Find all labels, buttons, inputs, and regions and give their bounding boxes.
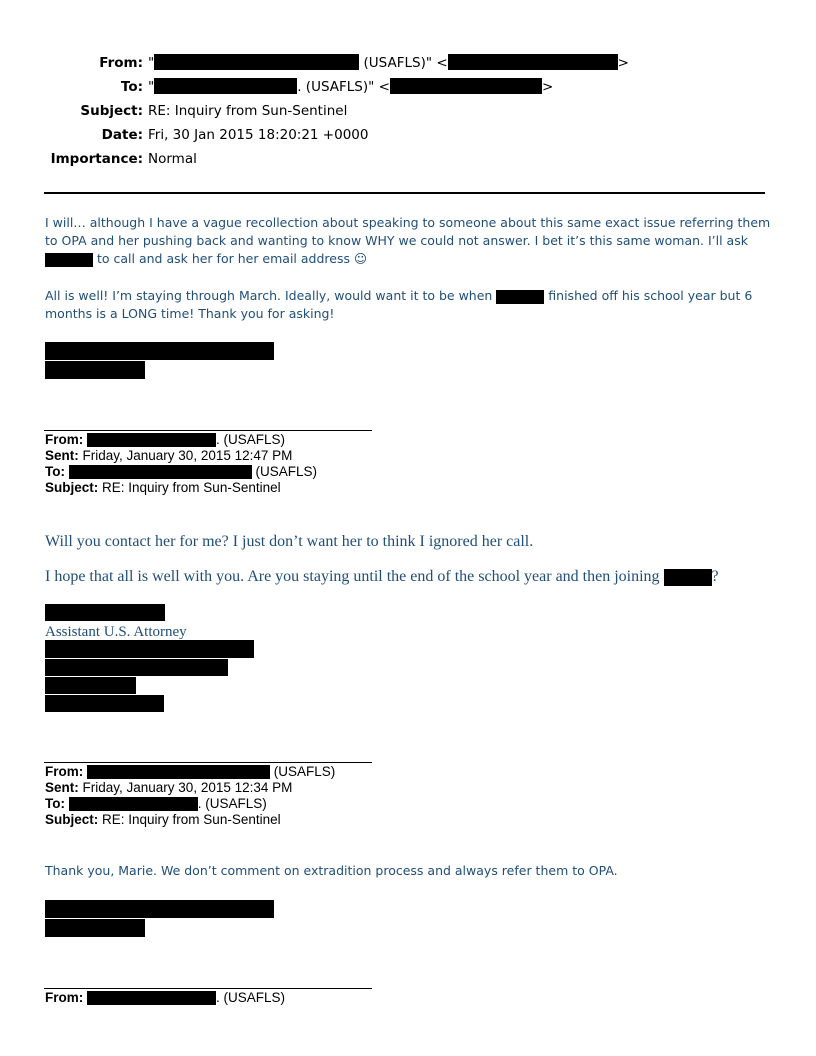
redaction-block (664, 569, 712, 586)
header-to-label: To: (120, 79, 143, 95)
message-2-to (45, 464, 317, 480)
header-to-org: . (USAFLS)" < (297, 79, 390, 95)
reply-paragraph-2 (45, 287, 773, 323)
redaction-block (496, 290, 544, 304)
signature-redaction (45, 677, 136, 694)
header-subject-value: RE: Inquiry from Sun-Sentinel (148, 103, 348, 119)
header-from-org: (USAFLS)" < (359, 55, 448, 71)
message-3-subject (45, 812, 281, 828)
from-org: . (USAFLS) (216, 432, 286, 447)
redaction-block (87, 433, 216, 447)
header-date-value: Fri, 30 Jan 2015 18:20:21 +0000 (148, 127, 369, 143)
to-label: To: (45, 796, 65, 811)
to-org: . (USAFLS) (197, 796, 267, 811)
header-date-label: Date: (101, 127, 143, 143)
subject-label: Subject: (45, 480, 99, 495)
to-org: (USAFLS) (251, 464, 318, 479)
message-2-from (45, 432, 285, 448)
angle-bracket: > (541, 79, 554, 95)
signature-redaction (45, 919, 145, 937)
header-to-value (148, 79, 553, 95)
subject-value: RE: Inquiry from Sun-Sentinel (102, 812, 281, 827)
body-text: ? (711, 568, 719, 585)
message-2-body-1: Will you contact her for me? I just don’t want her to think I ignored her call. (45, 533, 534, 550)
reply-text: finished off his school year but 6 months is a LONG time! Thank you for asking! (45, 288, 753, 321)
reply-text: to call and ask her for her email address ☺ (93, 251, 367, 266)
message-divider (44, 762, 372, 763)
from-label: From: (45, 764, 84, 779)
subject-label: Subject: (45, 812, 99, 827)
body-text: I hope that all is well with you. Are you staying until the end of the school year and then joining (45, 568, 664, 585)
from-label: From: (45, 990, 84, 1005)
from-label: From: (45, 432, 84, 447)
reply-text: I will… although I have a vague recollection about speaking to someone about this same exact issue referring them to OPA and her pushing back and wanting to know WHY we could not answer. I bet it’s this same woman. I’ll ask (45, 215, 771, 248)
header-importance-label: Importance: (50, 151, 143, 167)
header-divider (44, 192, 765, 194)
redaction-block (87, 765, 270, 779)
redaction-block (154, 54, 359, 70)
signature-redaction (45, 659, 228, 676)
header-date-row (0, 127, 816, 145)
header-subject-row (0, 103, 816, 121)
reply-paragraph-1 (45, 214, 773, 268)
redaction-block (87, 991, 216, 1005)
angle-bracket: > (617, 55, 629, 71)
message-divider (44, 988, 372, 989)
message-3-from (45, 764, 335, 780)
redaction-block (69, 465, 252, 479)
message-2-body-2 (45, 567, 785, 587)
sent-label: Sent: (45, 448, 79, 463)
message-3-body: Thank you, Marie. We don’t comment on extradition process and always refer them to OPA. (45, 863, 618, 878)
message-divider (44, 430, 372, 431)
message-4-from (45, 990, 285, 1006)
message-2-subject (45, 480, 281, 496)
redaction-block (390, 78, 542, 94)
signature-redaction (45, 900, 274, 918)
sent-value: Friday, January 30, 2015 12:34 PM (82, 780, 293, 795)
header-from-label: From: (99, 55, 143, 71)
sent-value: Friday, January 30, 2015 12:47 PM (82, 448, 293, 463)
signature-redaction (45, 604, 165, 621)
to-label: To: (45, 464, 65, 479)
signature-redaction (45, 695, 164, 712)
header-from-value (148, 55, 629, 71)
message-3-sent (45, 780, 292, 796)
message-3-to (45, 796, 267, 812)
redaction-block (448, 54, 618, 70)
from-org: (USAFLS) (270, 764, 336, 779)
from-org: . (USAFLS) (216, 990, 286, 1005)
header-importance-row (0, 151, 816, 169)
redaction-block (69, 797, 198, 811)
redaction-block (154, 78, 297, 94)
signature-redaction (45, 361, 145, 379)
reply-text: All is well! I’m staying through March. Ideally, would want it to be when (45, 288, 497, 303)
quote-mark: " (148, 55, 155, 71)
header-subject-label: Subject: (80, 103, 143, 119)
header-from-row (0, 55, 816, 73)
message-2-sent (45, 448, 292, 464)
redaction-block (45, 253, 93, 267)
subject-value: RE: Inquiry from Sun-Sentinel (102, 480, 281, 495)
signature-redaction (45, 342, 274, 360)
quote-mark: " (148, 79, 155, 95)
signature-redaction (45, 640, 254, 658)
header-importance-value: Normal (148, 151, 197, 167)
signature-title: Assistant U.S. Attorney (45, 624, 187, 640)
sent-label: Sent: (45, 780, 79, 795)
header-to-row (0, 79, 816, 97)
